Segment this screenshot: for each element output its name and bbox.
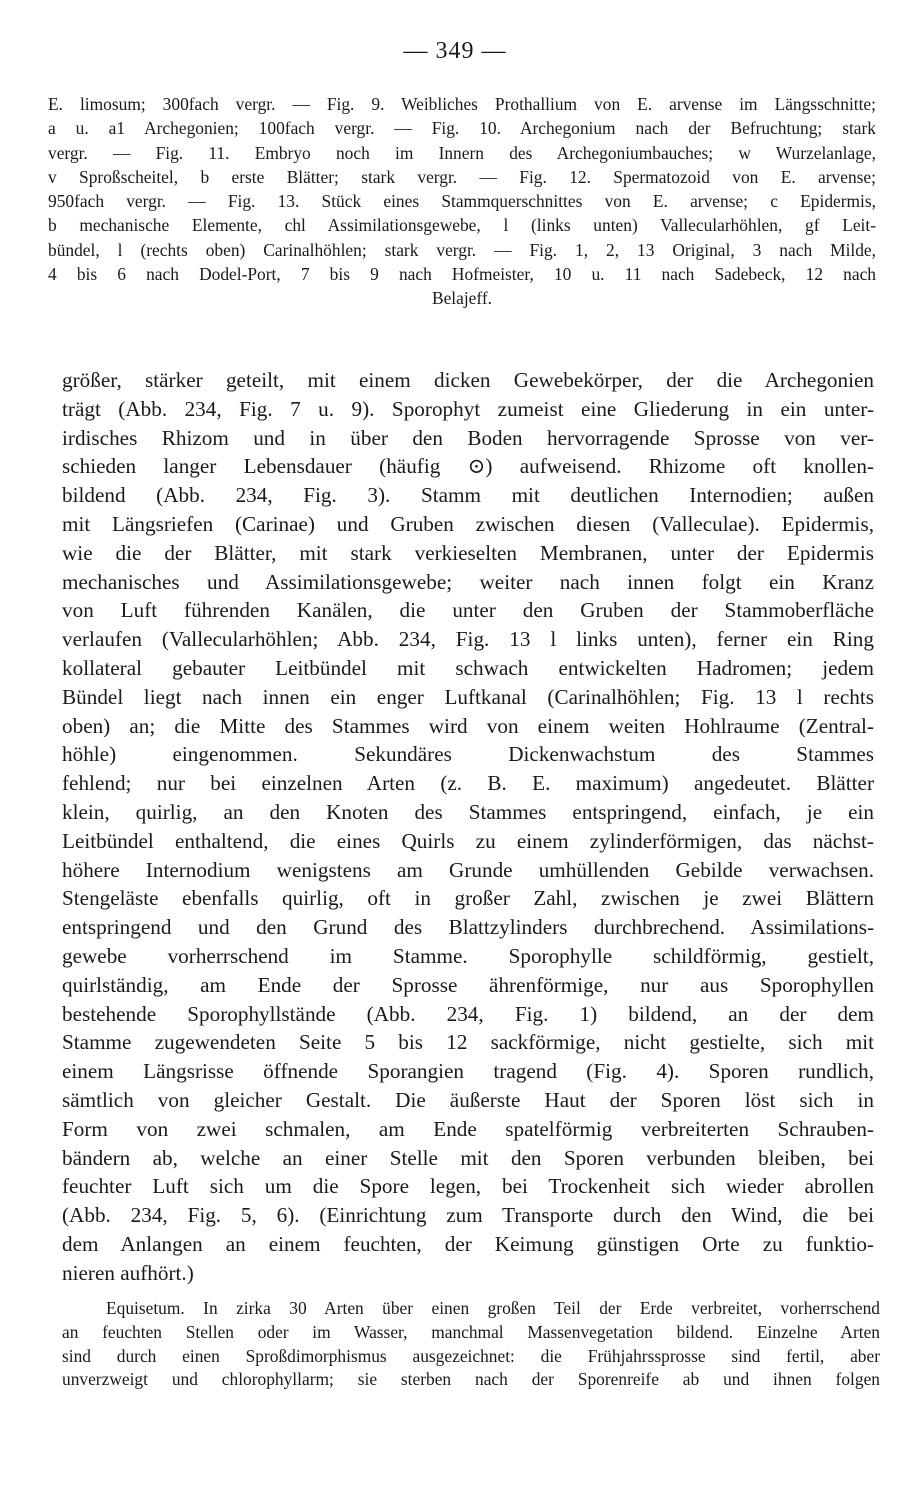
- body-line: (Abb. 234, Fig. 5, 6). (Einrichtung zum Transporte durch den Wind, die bei: [62, 1203, 874, 1228]
- body-line: fehlend; nur bei einzelnen Arten (z. B. E. maximum) angedeutet. Blätter: [62, 771, 874, 796]
- body-line: Stamme zugewendeten Seite 5 bis 12 sackförmige, nicht gestielte, sich mit: [62, 1030, 874, 1055]
- body-line: mit Längsriefen (Carinae) und Gruben zwischen diesen (Valleculae). Epidermis,: [62, 511, 874, 536]
- body-line: mechanisches und Assimilationsgewebe; weiter nach innen folgt ein Kranz: [62, 569, 874, 594]
- body-line: feuchter Luft sich um die Spore legen, bei Trockenheit sich wieder abrollen: [62, 1174, 874, 1199]
- body-line: bildend (Abb. 234, Fig. 3). Stamm mit deutlichen Internodien; außen: [62, 483, 874, 508]
- body-line: Form von zwei schmalen, am Ende spatelförmig verbreiterten Schrauben-: [62, 1116, 874, 1141]
- body-line: entspringend und den Grund des Blattzylinders durchbrechend. Assimilations-: [62, 915, 874, 940]
- caption-line: Belajeff.: [431, 288, 493, 309]
- caption-line: vergr. — Fig. 11. Embryo noch im Innern des Archegoniumbauches; w Wurzelanlage,: [48, 142, 876, 163]
- body-line: klein, quirlig, an den Knoten des Stammes entspringend, einfach, je ein: [62, 799, 874, 824]
- body-line: höhle) eingenommen. Sekundäres Dickenwachstum des Stammes: [62, 742, 874, 767]
- note-line: Equisetum. In zirka 30 Arten über einen großen Teil der Erde verbreitet, vorherrschend: [106, 1298, 880, 1318]
- caption-line: E. limosum; 300fach vergr. — Fig. 9. Weibliches Prothallium von E. arvense im Längsschnitte;: [48, 94, 876, 114]
- body-line: gewebe vorherrschend im Stamme. Sporophylle schildförmig, gestielt,: [62, 943, 874, 968]
- page-number: — 349 —: [403, 38, 507, 64]
- caption-line: 4 bis 6 nach Dodel-Port, 7 bis 9 nach Hofmeister, 10 u. 11 nach Sadebeck, 12 nach: [48, 264, 876, 285]
- body-line: höhere Internodium wenigstens am Grunde umhüllenden Gebilde verwachsen.: [62, 857, 874, 882]
- body-line: irdisches Rhizom und in über den Boden hervorragende Sprosse von ver-: [62, 425, 874, 450]
- body-line: wie die der Blätter, mit stark verkieselten Membranen, unter der Epidermis: [62, 540, 874, 565]
- body-text: [62, 366, 874, 1288]
- body-line: dem Anlangen an einem feuchten, der Keimung günstigen Orte zu funktio-: [62, 1231, 874, 1256]
- body-line: von Luft führenden Kanälen, die unter den Gruben der Stammoberfläche: [62, 598, 874, 623]
- body-line: trägt (Abb. 234, Fig. 7 u. 9). Sporophyt zumeist eine Gliederung in ein unter-: [62, 396, 874, 421]
- body-line: bestehende Sporophyllstände (Abb. 234, Fig. 1) bildend, an der dem: [62, 1001, 874, 1026]
- body-line: nieren aufhört.): [62, 1260, 194, 1285]
- caption-line: v Sproßscheitel, b erste Blätter; stark vergr. — Fig. 12. Spermatozoid von E. arvense;: [48, 166, 876, 187]
- caption-line: 950fach vergr. — Fig. 13. Stück eines Stammquerschnittes von E. arvense; c Epidermis,: [48, 191, 876, 212]
- note-line: unverzweigt und chlorophyllarm; sie sterben nach der Sporenreife ab und ihnen folgen: [62, 1369, 880, 1390]
- caption-line: bündel, l (rechts oben) Carinalhöhlen; stark vergr. — Fig. 1, 2, 13 Original, 3 nach Milde,: [48, 239, 876, 260]
- body-line: Stengeläste ebenfalls quirlig, oft in großer Zahl, zwischen je zwei Blättern: [62, 886, 874, 911]
- body-line: schieden langer Lebensdauer (häufig ⊙) aufweisend. Rhizome oft knollen-: [62, 454, 874, 479]
- note-line: an feuchten Stellen oder im Wasser, manchmal Massenvegetation bildend. Einzelne Arten: [62, 1321, 880, 1342]
- body-line: sämtlich von gleicher Gestalt. Die äußerste Haut der Sporen löst sich in: [62, 1087, 874, 1112]
- body-line: größer, stärker geteilt, mit einem dicken Gewebekörper, der die Archegonien: [62, 368, 874, 392]
- body-line: Bündel liegt nach innen ein enger Luftkanal (Carinalhöhlen; Fig. 13 l rechts: [62, 684, 874, 709]
- body-line: bändern ab, welche an einer Stelle mit den Sporen verbunden bleiben, bei: [62, 1145, 874, 1170]
- figure-caption: [48, 92, 876, 311]
- body-line: oben) an; die Mitte des Stammes wird von einem weiten Hohlraume (Zentral-: [62, 713, 874, 738]
- genus-note: [62, 1297, 880, 1392]
- body-line: quirlständig, am Ende der Sprosse ährenförmige, nur aus Sporophyllen: [62, 972, 874, 997]
- caption-line: a u. a1 Archegonien; 100fach vergr. — Fig. 10. Archegonium nach der Befruchtung; stark: [48, 118, 876, 139]
- body-line: kollateral gebauter Leitbündel mit schwach entwickelten Hadromen; jedem: [62, 655, 874, 680]
- note-line: sind durch einen Sproßdimorphismus ausgezeichnet: die Frühjahrssprosse sind fertil, aber: [62, 1345, 880, 1366]
- body-line: einem Längsrisse öffnende Sporangien tragend (Fig. 4). Sporen rundlich,: [62, 1059, 874, 1084]
- body-line: verlaufen (Vallecularhöhlen; Abb. 234, Fig. 13 l links unten), ferner ein Ring: [62, 627, 874, 652]
- body-line: Leitbündel enthaltend, die eines Quirls zu einem zylinderförmigen, das nächst-: [62, 828, 874, 853]
- caption-line: b mechanische Elemente, chl Assimilationsgewebe, l (links unten) Vallecularhöhlen, gf Leit-: [48, 215, 876, 236]
